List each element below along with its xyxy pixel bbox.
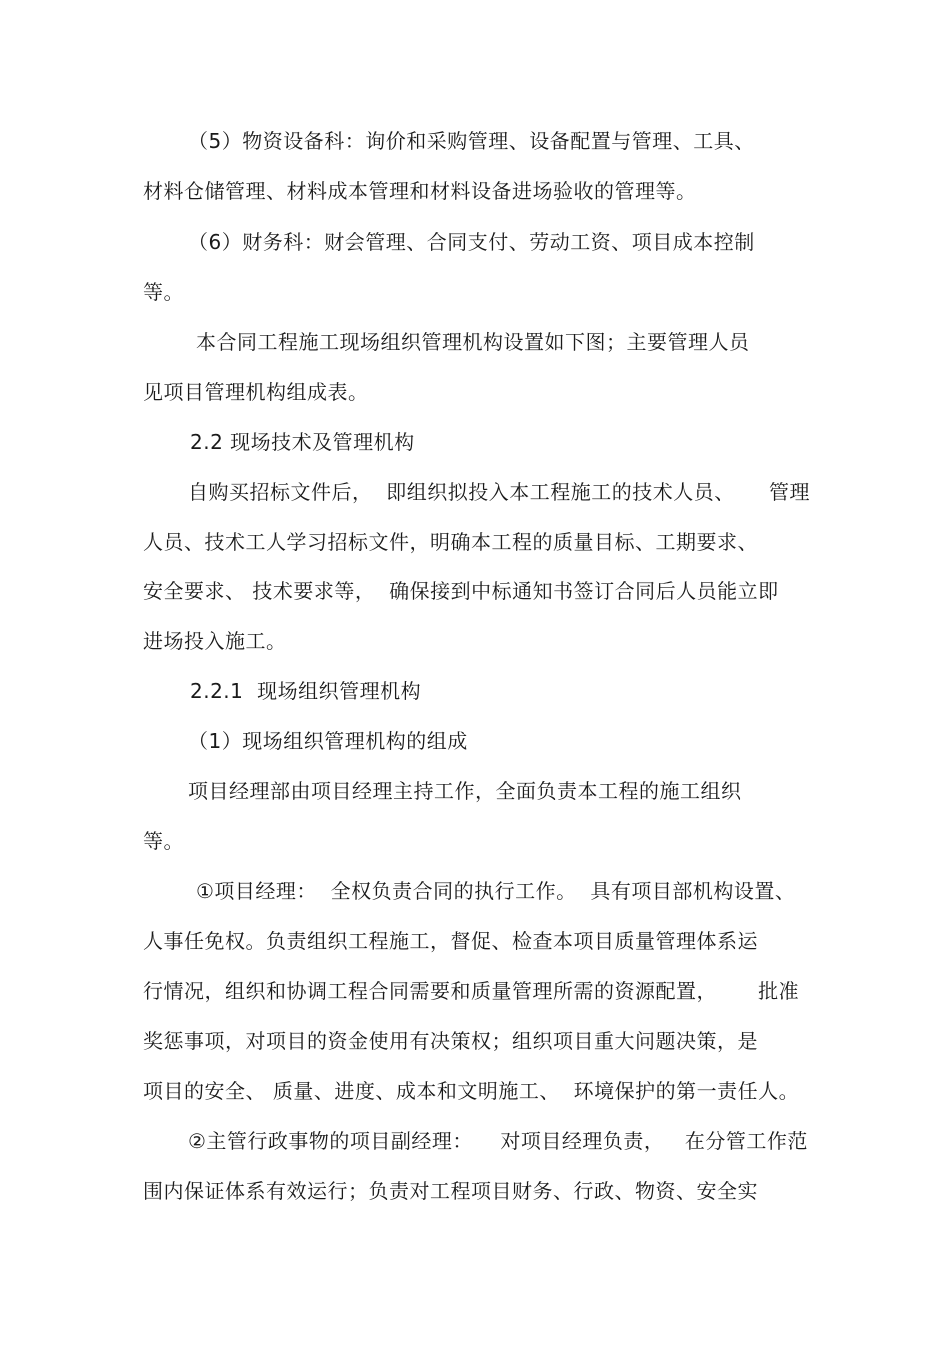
paragraph-pm-dept-line-2: 等。 bbox=[143, 829, 184, 853]
paragraph-bidding-line-1: 自购买招标文件后， 即组织拟投入本工程施工的技术人员、 管理 bbox=[188, 480, 811, 504]
paragraph-project-manager-line-5: 项目的安全、 质量、进度、成本和文明施工、 环境保护的第一责任人。 bbox=[143, 1079, 800, 1103]
paragraph-project-manager-line-3: 行情况，组织和协调工程合同需要和质量管理所需的资源配置， 批准 bbox=[143, 979, 800, 1003]
paragraph-bidding-line-2: 人员、技术工人学习招标文件，明确本工程的质量目标、工期要求、 bbox=[143, 530, 758, 554]
paragraph-bidding-line-3: 安全要求、 技术要求等， 确保接到中标通知书签订合同后人员能立即 bbox=[143, 579, 779, 603]
paragraph-project-manager-line-1: ①项目经理： 全权负责合同的执行工作。 具有项目部机构设置、 bbox=[196, 879, 796, 903]
section-heading-2-2-1: 2.2.1 现场组织管理机构 bbox=[190, 679, 422, 703]
paragraph-finance-dept-line-1: （6）财务科：财会管理、合同支付、劳动工资、项目成本控制 bbox=[188, 230, 755, 254]
paragraph-org-setup-line-1: 本合同工程施工现场组织管理机构设置如下图；主要管理人员 bbox=[196, 330, 750, 354]
paragraph-project-manager-line-4: 奖惩事项，对项目的资金使用有决策权；组织项目重大问题决策，是 bbox=[143, 1029, 758, 1053]
paragraph-materials-dept-line-2: 材料仓储管理、材料成本管理和材料设备进场验收的管理等。 bbox=[143, 179, 697, 203]
paragraph-project-manager-line-2: 人事任免权。负责组织工程施工，督促、检查本项目质量管理体系运 bbox=[143, 929, 758, 953]
paragraph-pm-dept-line-1: 项目经理部由项目经理主持工作，全面负责本工程的施工组织 bbox=[188, 779, 742, 803]
paragraph-org-setup-line-2: 见项目管理机构组成表。 bbox=[143, 380, 369, 404]
paragraph-materials-dept-line-1: （5）物资设备科：询价和采购管理、设备配置与管理、工具、 bbox=[188, 129, 755, 153]
paragraph-deputy-manager-line-1: ②主管行政事物的项目副经理： 对项目经理负责， 在分管工作范 bbox=[188, 1129, 808, 1153]
subsection-heading-1: （1）现场组织管理机构的组成 bbox=[188, 729, 468, 753]
section-heading-2-2: 2.2 现场技术及管理机构 bbox=[190, 430, 415, 454]
paragraph-bidding-line-4: 进场投入施工。 bbox=[143, 629, 287, 653]
paragraph-finance-dept-line-2: 等。 bbox=[143, 280, 184, 304]
paragraph-deputy-manager-line-2: 围内保证体系有效运行；负责对工程项目财务、行政、物资、安全实 bbox=[143, 1179, 758, 1203]
